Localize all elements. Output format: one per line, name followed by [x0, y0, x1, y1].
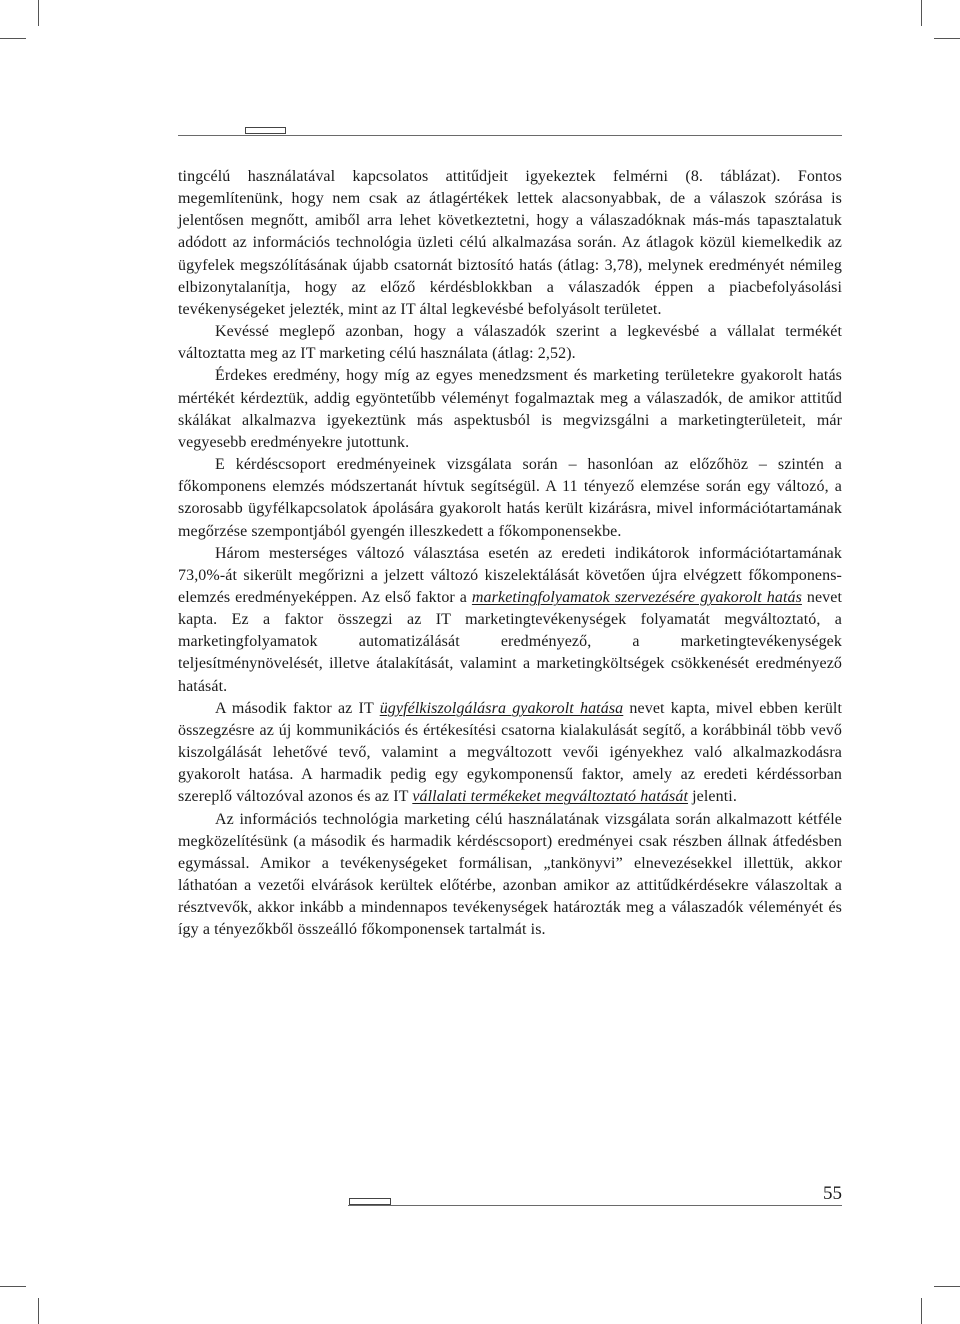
- crop-mark-bottom-right-h: [934, 1286, 960, 1287]
- crop-mark-bottom-left: [38, 1298, 39, 1324]
- crop-mark-top-right: [921, 0, 922, 26]
- crop-mark-top-right-h: [934, 38, 960, 39]
- paragraph-6-text-b: nevet kapta, mivel ebben került összegzésre az új kommunikációs és értékesítési csatorna kialakulását segítő, a korábbinál több vevő kiszolgálását lehetővé tevő, valamint a megváltozott vevői igényekhez való alkalmazkodásra gyakorolt hatása. A harmadik pedig egy egykomponensű faktor, amely az eredeti kérdéssorban szereplő változóval azonos és az IT: [178, 699, 843, 806]
- page-number: 55: [823, 1183, 842, 1204]
- paragraph-6-emphasis-2: vállalati termékeket megváltoztató hatását: [412, 788, 689, 806]
- header-ornament: [245, 127, 286, 134]
- header-rule: [178, 135, 842, 136]
- paragraph-5-emphasis: marketingfolyamatok szervezésére gyakorolt hatás: [471, 588, 802, 606]
- paragraph-1: tingcélú használatával kapcsolatos attitűdjeit igyekeztek felmérni (8. táblázat). Fontos megemlítenünk, hogy nem csak az átlagértékek lettek alacsonyabbak, de a válaszok szórása is jelentősen megnőtt, amiből arra lehet következtetni, hogy a válaszadóknak más-más tapasztalatuk adódott az információs technológia üzleti célú alkalmazása során. Az átlagok közül kiemelkedik az ügyfelek megszólításának újabb csatornát biztosító hatás (átlag: 3,78), melynek eredményét némileg elbizonytalanítja, hogy az előző kérdésblokkban a válaszadók éppen a piacbefolyásolási tevékenységeket jelezték, mint az IT által legkevésbé befolyásolt területet.: [178, 168, 842, 318]
- paragraph-6: [178, 698, 842, 809]
- crop-mark-top-left: [38, 0, 39, 26]
- crop-mark-bottom-left-h: [0, 1286, 26, 1287]
- paragraph-3: Érdekes eredmény, hogy míg az egyes menedzsment és marketing területekre gyakorolt hatás mértékét kérdeztük, addig egyöntetűbb véleményt fogalmaztak meg a válaszadók, de amikor attitűd skálákat alkalmazva igyekeztünk más aspektusból is megvizsgálni a marketingterületeit, már vegyesebb eredményekre jutottunk.: [178, 367, 842, 451]
- crop-mark-bottom-right: [921, 1298, 922, 1324]
- body-text: [178, 166, 842, 941]
- paragraph-7: Az információs technológia marketing célú használatának vizsgálata során alkalmazott kétféle megközelítésünk (a második és harmadik kérdéscsoport) eredményei csak részben állnak átfedésben egymással. Amikor a tevékenységeket formálisan, „tankönyvi” elnevezésekkel illettük, akkor láthatóan a vezetői elvárások kerültek előtérbe, azonban amikor az attitűdkérdésekre válaszoltak a résztvevők, akkor inkább a mindennapos tevékenységek határozták meg a válaszadók véleményét és így a tényezőkből összeálló főkomponensek tartalmát is.: [178, 810, 842, 939]
- footer-rule: [348, 1205, 842, 1206]
- footer-ornament: [349, 1198, 391, 1205]
- paragraph-5-text-b: nevet kapta. Ez a faktor összegzi az IT marketingtevékenységek folyamatát megváltoztató, a marketingfolyamatok automatizálását eredményező, a marketingtevékenységek teljesítménynövelését, illetve átalakítását, valamint a marketingköltségek csökkenését eredményező hatását.: [178, 588, 842, 695]
- paragraph-6-text-a: A második faktor az IT: [215, 699, 380, 717]
- crop-mark-top-left-h: [0, 38, 26, 39]
- paragraph-6-text-c: jelenti.: [688, 788, 737, 806]
- paragraph-5: [178, 543, 842, 698]
- paragraph-5-text-a: Három mesterséges változó választása esetén az eredeti indikátorok információtartamának 73,0%-át sikerült megőrizni a jelzett változó kiszelektálását követően újra elvégzett főkomponens-elemzés eredményeképpen. Az első faktor a: [178, 544, 842, 606]
- paragraph-2: Kevéssé meglepő azonban, hogy a válaszadók szerint a legkevésbé a vállalat termékét változtatta meg az IT marketing célú használata (átlag: 2,52).: [178, 323, 842, 363]
- paragraph-4: E kérdéscsoport eredményeinek vizsgálata során – hasonlóan az előzőhöz – szintén a főkomponens elemzés módszertanát hívtuk segítségül. A 11 tényező elemzése során egy változó, a szorosabb ügyfélkapcsolatok ápolására gyakorolt hatás került kizárásra, mivel információtartamának megőrzése szempontjából gyengén illeszkedett a főkomponensekbe.: [178, 456, 842, 540]
- paragraph-6-emphasis-1: ügyfélkiszolgálásra gyakorolt hatása: [379, 699, 624, 717]
